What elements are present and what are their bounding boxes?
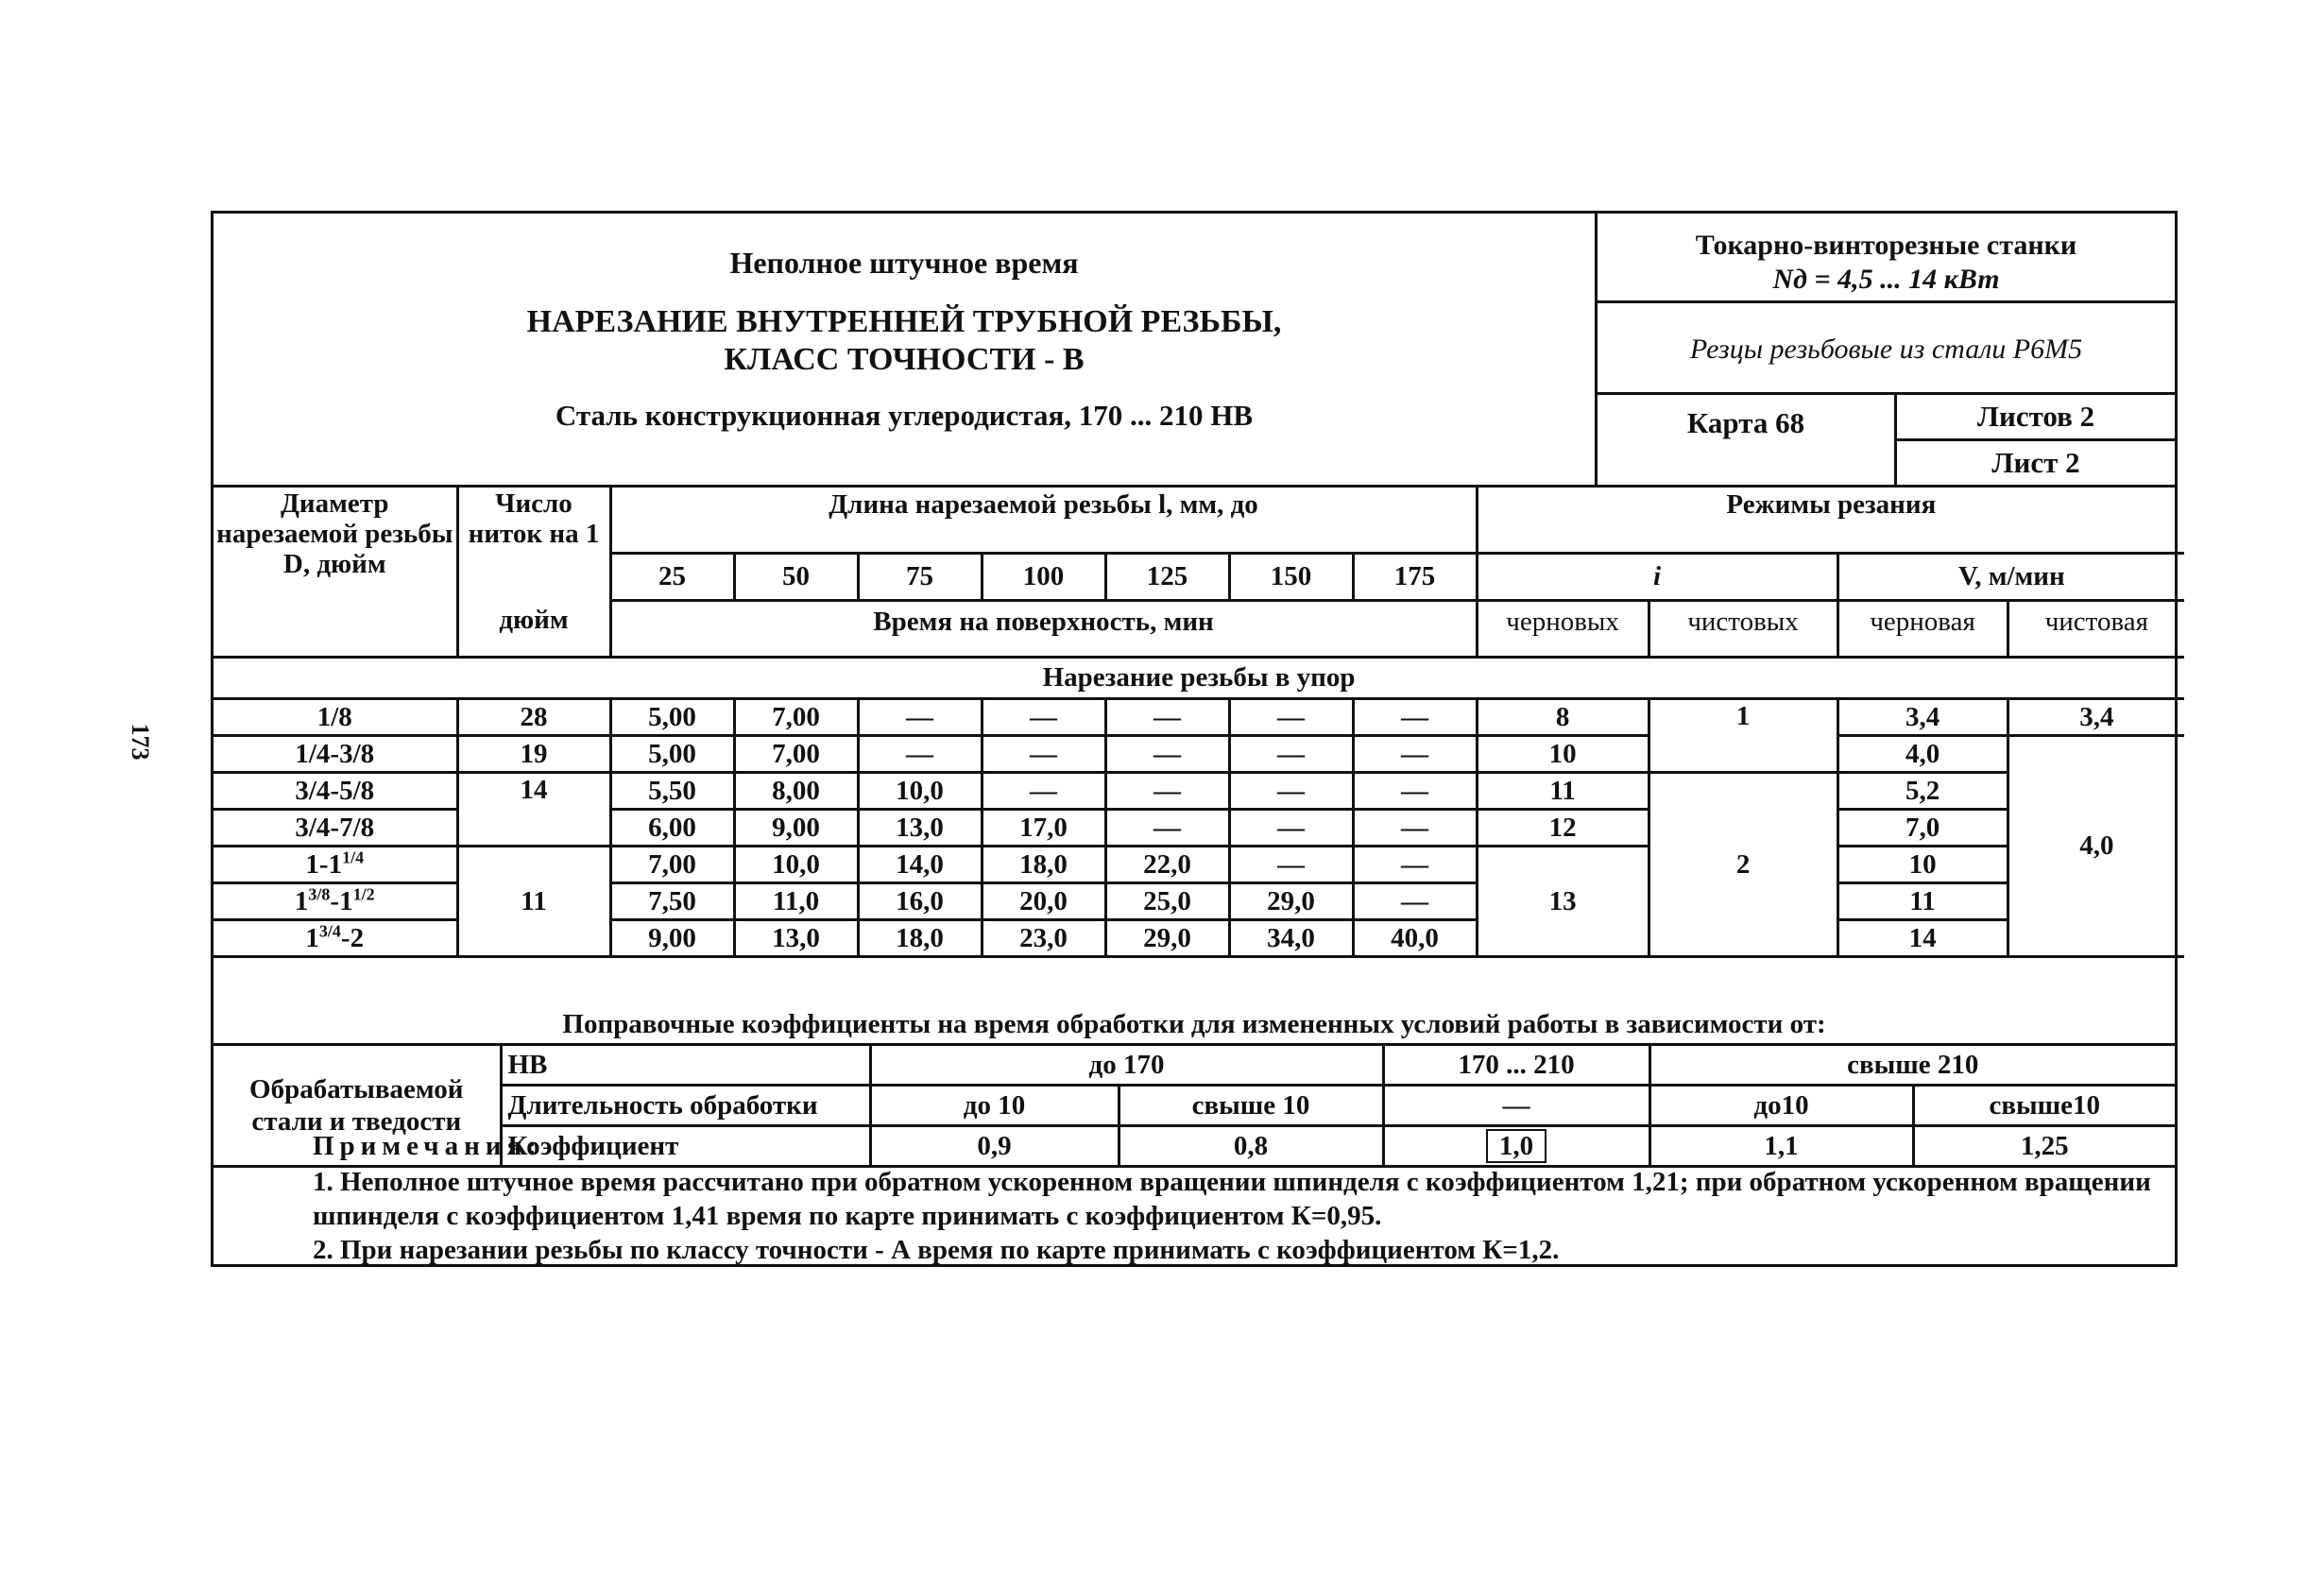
row-time: — (982, 698, 1105, 735)
length-col: 50 (734, 553, 858, 600)
length-col: 100 (982, 553, 1105, 600)
length-col: 150 (1229, 553, 1353, 600)
header-info-block (1598, 214, 2175, 485)
coef-label: Коэффициент (501, 1126, 870, 1167)
row-time: — (1105, 735, 1229, 772)
row-diameter (214, 846, 457, 882)
duration-value: — (1383, 1086, 1649, 1126)
row-time: 10,0 (734, 846, 858, 882)
col-modes-header: Режимы резания (1477, 485, 2184, 553)
row-time: — (1353, 846, 1477, 882)
row-i-rough: 11 (1477, 772, 1649, 809)
row-time: — (1105, 698, 1229, 735)
duration-value: до 10 (870, 1086, 1119, 1126)
header-title-block (214, 214, 1598, 485)
row-time: 9,00 (734, 809, 858, 846)
diameter-sup: 3/8 (308, 883, 331, 903)
row-threads: 14 (457, 772, 610, 846)
row-i-rough: 10 (1477, 735, 1649, 772)
row-time: 40,0 (1353, 919, 1477, 956)
diameter-sup: 1/4 (342, 847, 365, 866)
row-time: 22,0 (1105, 846, 1229, 882)
header-title-line2: КЛАСС ТОЧНОСТИ - В (724, 342, 1085, 377)
header-title-line1: НАРЕЗАНИЕ ВНУТРЕННЕЙ ТРУБНОЙ РЕЗЬБЫ, (526, 304, 1282, 339)
i-rough-header: черновых (1477, 600, 1649, 657)
row-i-rough: 12 (1477, 809, 1649, 846)
row-time: 8,00 (734, 772, 858, 809)
row-time: — (1105, 809, 1229, 846)
row-time: 13,0 (734, 919, 858, 956)
row-time: — (1353, 882, 1477, 919)
v-finish-header: чистовая (2008, 600, 2184, 657)
col-length-header: Длина нарезаемой резьбы l, мм, до (610, 485, 1477, 553)
header-material: Сталь конструкционная углеродистая, 170 ... 210 НВ (555, 399, 1254, 432)
diameter-sup: 1/2 (352, 883, 375, 903)
diameter-tail: -1 (330, 885, 353, 916)
row-diameter (214, 919, 457, 956)
correction-title: Поправочные коэффициенты на время обработки для измененных условий работы в зависимости от: (214, 1005, 2175, 1045)
row-time: 34,0 (1229, 919, 1353, 956)
row-time: 11,0 (734, 882, 858, 919)
time-label: Время на поверхность, мин (610, 600, 1477, 657)
row-time: — (1353, 772, 1477, 809)
section-title: Нарезание резьбы в упор (214, 657, 2184, 698)
table-row (214, 698, 2184, 735)
row-time: 6,00 (610, 809, 734, 846)
row-diameter: 1/4-3/8 (214, 735, 457, 772)
row-time: — (982, 735, 1105, 772)
row-time: — (858, 698, 982, 735)
hb-value: свыше 210 (1649, 1045, 2175, 1086)
machine-line1: Токарно-винторезные станки (1695, 230, 2077, 261)
note-1: 1. Неполное штучное время рассчитано при обратном ускоренном вращении шпинделя с коэффициентом 1,21; при обратном ускоренном вращении шпинделя с коэффициентом 1,41 время по карте принимать с коэффициентом К=0,95. (313, 1167, 2151, 1231)
row-time: 25,0 (1105, 882, 1229, 919)
header-subtitle: Неполное штучное время (729, 246, 1079, 280)
coef-value: 0,8 (1119, 1126, 1383, 1167)
machine-info (1598, 214, 2175, 303)
card-header (214, 214, 2175, 488)
length-col: 75 (858, 553, 982, 600)
row-v-rough: 4,0 (1837, 735, 2008, 772)
row-time: — (1229, 809, 1353, 846)
hb-label: НВ (501, 1045, 870, 1086)
row-v-rough: 3,4 (1837, 698, 2008, 735)
row-time: 9,00 (610, 919, 734, 956)
table-row (214, 772, 2184, 809)
row-v-rough: 10 (1837, 846, 2008, 882)
i-finish-header: чистовых (1649, 600, 1837, 657)
length-col: 175 (1353, 553, 1477, 600)
row-threads: 28 (457, 698, 610, 735)
row-i-rough: 13 (1477, 846, 1649, 956)
i-finish-2: 2 (1649, 772, 1837, 956)
col-i-header: i (1477, 553, 1837, 600)
row-v-rough: 7,0 (1837, 809, 2008, 846)
row-time: — (982, 772, 1105, 809)
diameter-base: 1 (294, 885, 309, 916)
row-time: — (858, 735, 982, 772)
row-time: 29,0 (1229, 882, 1353, 919)
header-title (214, 303, 1595, 379)
diameter-base: 1 (305, 922, 319, 953)
notes-title: Примечания: (313, 1131, 542, 1161)
note-2: 2. При нарезании резьбы по классу точности - А время по карте принимать с коэффициентом К=1,2. (313, 1235, 1560, 1265)
v-rough-header: черновая (1837, 600, 2008, 657)
length-col: 25 (610, 553, 734, 600)
col-threads-unit: дюйм (457, 600, 610, 657)
row-time: — (1229, 698, 1353, 735)
page-number: 173 (127, 723, 154, 761)
norm-card (211, 211, 2178, 1267)
row-diameter: 3/4-5/8 (214, 772, 457, 809)
row-time: 18,0 (858, 919, 982, 956)
row-time: 20,0 (982, 882, 1105, 919)
row-time: — (1229, 735, 1353, 772)
row-time: 29,0 (1105, 919, 1229, 956)
row-threads: 11 (457, 846, 610, 956)
row-time: 7,00 (734, 735, 858, 772)
row-diameter: 1/8 (214, 698, 457, 735)
row-time: — (1105, 772, 1229, 809)
card-number: Карта 68 (1598, 395, 1897, 485)
row-time: 17,0 (982, 809, 1105, 846)
row-time: 5,00 (610, 735, 734, 772)
row-time: — (1229, 846, 1353, 882)
coef-value: 1,1 (1649, 1126, 1913, 1167)
coef-value: 1,25 (1913, 1126, 2175, 1167)
row-diameter (214, 882, 457, 919)
row-time: 23,0 (982, 919, 1105, 956)
row-time: 13,0 (858, 809, 982, 846)
table-row (214, 735, 2184, 772)
row-time: — (1353, 735, 1477, 772)
hb-value: до 170 (870, 1045, 1383, 1086)
hb-value: 170 ... 210 (1383, 1045, 1649, 1086)
row-time: — (1353, 698, 1477, 735)
tool-info: Резцы резьбовые из стали Р6М5 (1598, 306, 2175, 395)
diameter-base: 1-1 (305, 848, 343, 880)
col-threads-header: Число ниток на 1 (457, 485, 610, 600)
row-time: — (1353, 809, 1477, 846)
time-table (214, 485, 2184, 958)
table-row (214, 846, 2184, 882)
row-v-rough: 11 (1837, 882, 2008, 919)
row-time: 5,00 (610, 698, 734, 735)
length-col: 125 (1105, 553, 1229, 600)
v-finish-2: 4,0 (2008, 735, 2184, 956)
row-v-rough: 5,2 (1837, 772, 2008, 809)
col-v-header: V, м/мин (1837, 553, 2184, 600)
i-finish-1: 1 (1649, 698, 1837, 772)
correction-group: Обрабатываемой стали и тведости (214, 1045, 501, 1167)
col-diameter-header: Диаметр нарезаемой резьбы D, дюйм (214, 485, 457, 657)
notes-block (214, 1127, 2175, 1264)
sheets-total: Листов 2 (1897, 395, 2175, 441)
duration-value: до10 (1649, 1086, 1913, 1126)
row-time: 10,0 (858, 772, 982, 809)
coef-box: 1,0 (1486, 1129, 1546, 1163)
row-v-rough: 14 (1837, 919, 2008, 956)
duration-label: Длительность обработки (501, 1086, 870, 1126)
row-time: 18,0 (982, 846, 1105, 882)
diameter-tail: -2 (340, 922, 365, 953)
row-i-rough: 8 (1477, 698, 1649, 735)
row-time: 16,0 (858, 882, 982, 919)
row-time: 7,00 (734, 698, 858, 735)
row-time: — (1229, 772, 1353, 809)
v-finish-1: 3,4 (2008, 698, 2184, 735)
row-time: 5,50 (610, 772, 734, 809)
row-time: 14,0 (858, 846, 982, 882)
row-time: 7,00 (610, 846, 734, 882)
row-diameter: 3/4-7/8 (214, 809, 457, 846)
row-time: 7,50 (610, 882, 734, 919)
duration-value: свыше10 (1913, 1086, 2175, 1126)
machine-line2: Nд = 4,5 ... 14 кВт (1772, 264, 2000, 295)
coef-value: 0,9 (870, 1126, 1119, 1167)
row-threads: 19 (457, 735, 610, 772)
diameter-sup: 3/4 (318, 920, 341, 940)
sheet-number: Лист 2 (1991, 446, 2080, 479)
duration-value: свыше 10 (1119, 1086, 1383, 1126)
